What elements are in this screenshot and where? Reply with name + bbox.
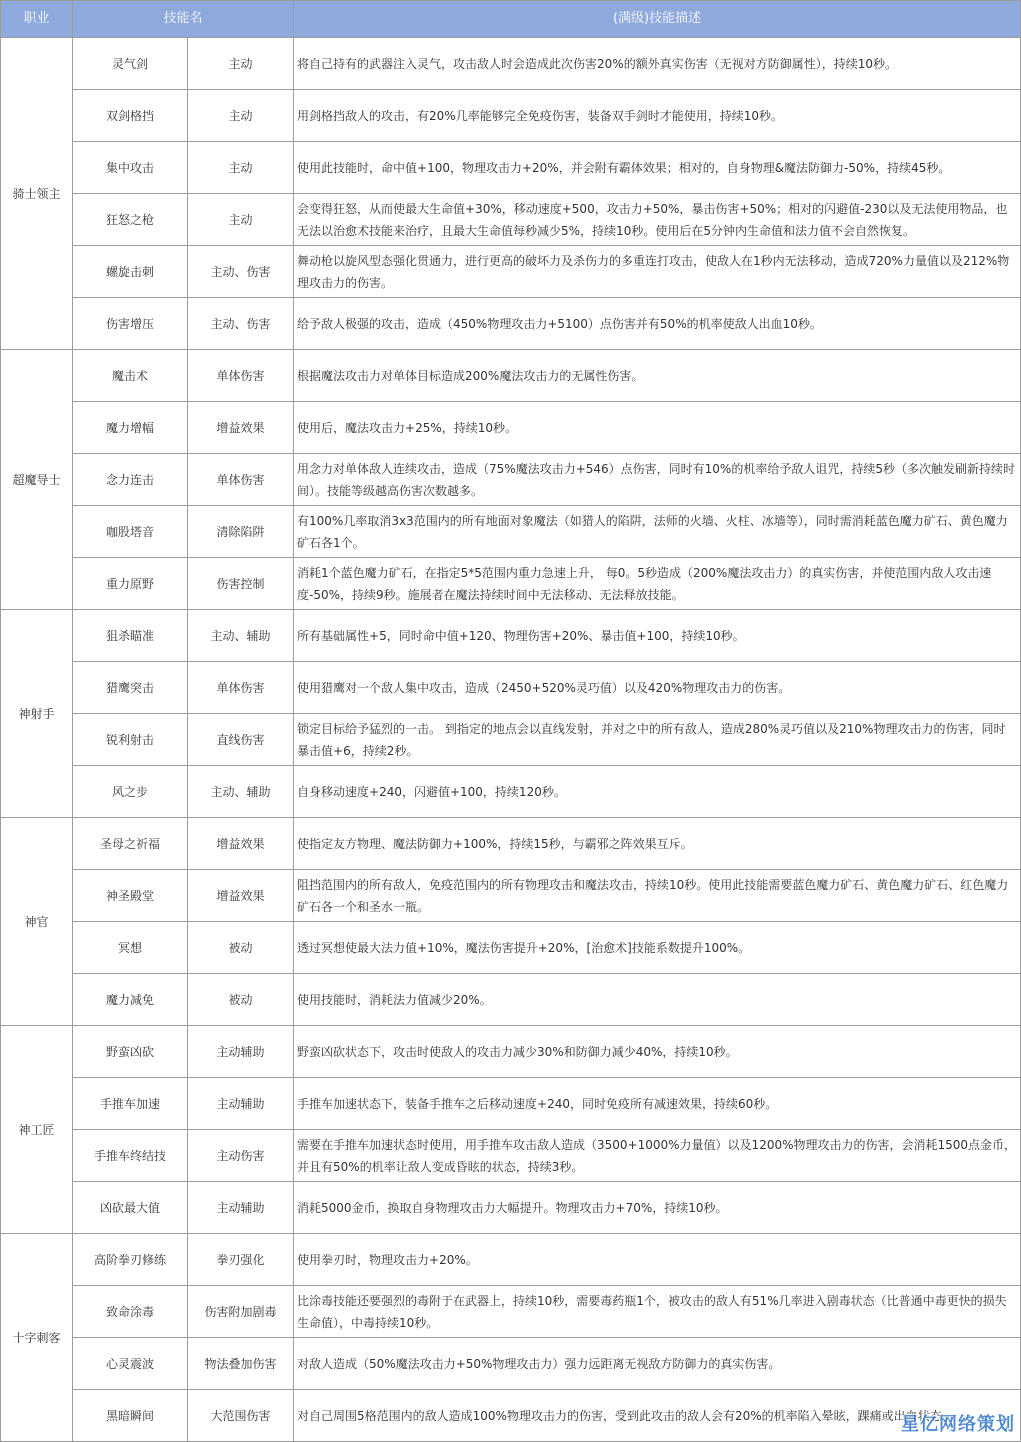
skill-desc-cell: 消耗1个蓝色魔力矿石，在指定5*5范围内重力急速上升， 每0。5秒造成（200%魔法攻击力）的真实伤害，并使范围内敌人攻击速度-50%，持续9秒。施展者在魔法持续时间中无法移动、无法释放技能。 <box>294 558 1021 610</box>
skill-type-cell: 主动 <box>188 194 294 246</box>
header-job: 职业 <box>1 1 73 38</box>
table-row <box>1 142 1021 194</box>
job-cell: 超魔导士 <box>1 350 73 610</box>
skill-name-cell: 手推车加速 <box>73 1078 188 1130</box>
table-row <box>1 194 1021 246</box>
skill-type-cell: 主动、伤害 <box>188 246 294 298</box>
skill-desc-cell: 自身移动速度+240，闪避值+100，持续120秒。 <box>294 766 1021 818</box>
skill-desc-cell: 使用技能时，消耗法力值减少20%。 <box>294 974 1021 1026</box>
skill-desc-cell: 会变得狂怒，从而使最大生命值+30%，移动速度+500，攻击力+50%，暴击伤害+50%；相对的闪避值-230以及无法使用物品，也无法以治愈术技能来治疗，且最大生命值每秒减少5%，持续10秒。使用后在5分钟内生命值和法力值不会自然恢复。 <box>294 194 1021 246</box>
skill-type-cell: 单体伤害 <box>188 454 294 506</box>
skill-desc-cell: 手推车加速状态下，装备手推车之后移动速度+240，同时免疫所有减速效果，持续60秒。 <box>294 1078 1021 1130</box>
table-row <box>1 1182 1021 1234</box>
skill-type-cell: 直线伤害 <box>188 714 294 766</box>
skill-name-cell: 魔力增幅 <box>73 402 188 454</box>
skill-name-cell: 狂怒之枪 <box>73 194 188 246</box>
skill-type-cell: 拳刃强化 <box>188 1234 294 1286</box>
table-row <box>1 1390 1021 1442</box>
table-row <box>1 1130 1021 1182</box>
skill-name-cell: 灵气剑 <box>73 38 188 90</box>
skill-name-cell: 高阶拳刃修练 <box>73 1234 188 1286</box>
skill-type-cell: 主动、辅助 <box>188 610 294 662</box>
table-row <box>1 298 1021 350</box>
skill-name-cell: 锐利射击 <box>73 714 188 766</box>
skill-name-cell: 野蛮凶砍 <box>73 1026 188 1078</box>
table-row <box>1 1026 1021 1078</box>
skill-type-cell: 增益效果 <box>188 402 294 454</box>
job-cell: 十字刺客 <box>1 1234 73 1442</box>
skill-type-cell: 主动、伤害 <box>188 298 294 350</box>
skill-name-cell: 神圣殿堂 <box>73 870 188 922</box>
skill-desc-cell: 比涂毒技能还要强烈的毒附于在武器上，持续10秒，需要毒药瓶1个，被攻击的敌人有51%几率进入剧毒状态（比普通中毒更快的损失生命值），中毒持续10秒。 <box>294 1286 1021 1338</box>
skill-desc-cell: 使用猎鹰对一个敌人集中攻击，造成（2450+520%灵巧值）以及420%物理攻击力的伤害。 <box>294 662 1021 714</box>
skill-type-cell: 被动 <box>188 922 294 974</box>
skill-type-cell: 主动 <box>188 90 294 142</box>
header-skill-name: 技能名 <box>73 1 294 38</box>
table-row <box>1 38 1021 90</box>
skill-type-cell: 增益效果 <box>188 818 294 870</box>
table-row <box>1 246 1021 298</box>
table-row <box>1 1338 1021 1390</box>
skill-name-cell: 风之步 <box>73 766 188 818</box>
job-cell: 神工匠 <box>1 1026 73 1234</box>
skill-name-cell: 螺旋击刺 <box>73 246 188 298</box>
header-row <box>1 1 1021 38</box>
job-cell: 骑士领主 <box>1 38 73 350</box>
skill-type-cell: 主动辅助 <box>188 1078 294 1130</box>
skill-desc-cell: 锁定目标给予猛烈的一击。 到指定的地点会以直线发射，并对之中的所有敌人，造成280%灵巧值以及210%物理攻击力的伤害，同时暴击值+6，持续2秒。 <box>294 714 1021 766</box>
skill-type-cell: 单体伤害 <box>188 350 294 402</box>
skill-desc-cell: 对敌人造成（50%魔法攻击力+50%物理攻击力）强力远距离无视敌方防御力的真实伤害。 <box>294 1338 1021 1390</box>
table-row <box>1 1078 1021 1130</box>
skill-desc-cell: 使用后，魔法攻击力+25%，持续10秒。 <box>294 402 1021 454</box>
skill-name-cell: 魔力减免 <box>73 974 188 1026</box>
skill-type-cell: 单体伤害 <box>188 662 294 714</box>
skill-desc-cell: 所有基础属性+5，同时命中值+120、物理伤害+20%、暴击值+100，持续10秒。 <box>294 610 1021 662</box>
skill-type-cell: 物法叠加伤害 <box>188 1338 294 1390</box>
skill-desc-cell: 阻挡范围内的所有敌人，免疫范围内的所有物理攻击和魔法攻击，持续10秒。使用此技能需要蓝色魔力矿石、黄色魔力矿石、红色魔力矿石各一个和圣水一瓶。 <box>294 870 1021 922</box>
skill-desc-cell: 需要在手推车加速状态时使用，用手推车攻击敌人造成（3500+1000%力量值）以及1200%物理攻击力的伤害，会消耗1500点金币，并且有50%的机率让敌人变成昏眩的状态，持续3秒。 <box>294 1130 1021 1182</box>
skill-type-cell: 主动 <box>188 142 294 194</box>
skill-name-cell: 集中攻击 <box>73 142 188 194</box>
table-row <box>1 1286 1021 1338</box>
watermark-text: 星亿网络策划 <box>901 1414 1015 1435</box>
skill-name-cell: 双剑格挡 <box>73 90 188 142</box>
skill-name-cell: 念力连击 <box>73 454 188 506</box>
skill-name-cell: 狙杀瞄准 <box>73 610 188 662</box>
skill-type-cell: 伤害附加剧毒 <box>188 1286 294 1338</box>
skill-name-cell: 咖股塔音 <box>73 506 188 558</box>
skill-type-cell: 主动辅助 <box>188 1026 294 1078</box>
skill-desc-cell: 消耗5000金币，换取自身物理攻击力大幅提升。物理攻击力+70%，持续10秒。 <box>294 1182 1021 1234</box>
skill-desc-cell: 使指定友方物理、魔法防御力+100%，持续15秒，与霸邪之阵效果互斥。 <box>294 818 1021 870</box>
skill-type-cell: 增益效果 <box>188 870 294 922</box>
table-row <box>1 662 1021 714</box>
table-row <box>1 402 1021 454</box>
table-row <box>1 454 1021 506</box>
skill-desc-cell: 舞动枪以旋风型态强化贯通力，进行更高的破坏力及杀伤力的多重连打攻击，使敌人在1秒内无法移动，造成720%力量值以及212%物理攻击力的伤害。 <box>294 246 1021 298</box>
table-row <box>1 766 1021 818</box>
job-cell: 神官 <box>1 818 73 1026</box>
skill-desc-cell: 用剑格挡敌人的攻击，有20%几率能够完全免疫伤害，装备双手剑时才能使用，持续10秒。 <box>294 90 1021 142</box>
skill-desc-cell: 有100%几率取消3x3范围内的所有地面对象魔法（如猎人的陷阱，法师的火墙、火柱、冰墙等），同时需消耗蓝色魔力矿石、黄色魔力矿石各1个。 <box>294 506 1021 558</box>
skill-type-cell: 被动 <box>188 974 294 1026</box>
skill-name-cell: 圣母之祈福 <box>73 818 188 870</box>
skill-desc-cell: 使用拳刃时，物理攻击力+20%。 <box>294 1234 1021 1286</box>
job-cell: 神射手 <box>1 610 73 818</box>
skill-desc-cell: 使用此技能时，命中值+100，物理攻击力+20%，并会附有霸体效果；相对的，自身物理&魔法防御力-50%，持续45秒。 <box>294 142 1021 194</box>
table-row <box>1 974 1021 1026</box>
table-row <box>1 558 1021 610</box>
skill-type-cell: 主动辅助 <box>188 1182 294 1234</box>
skill-name-cell: 伤害增压 <box>73 298 188 350</box>
skill-desc-cell: 对自己周围5格范围内的敌人造成100%物理攻击力的伤害，受到此攻击的敌人会有20%的机率陷入晕眩，踝痛或出血状态。 <box>294 1390 1021 1442</box>
skill-name-cell: 猎鹰突击 <box>73 662 188 714</box>
skill-desc-cell: 透过冥想使最大法力值+10%，魔法伤害提升+20%，[治愈术]技能系数提升100%。 <box>294 922 1021 974</box>
table-row <box>1 506 1021 558</box>
skill-name-cell: 黑暗瞬间 <box>73 1390 188 1442</box>
table-row <box>1 350 1021 402</box>
table-row <box>1 870 1021 922</box>
skill-type-cell: 主动 <box>188 38 294 90</box>
skill-name-cell: 冥想 <box>73 922 188 974</box>
table-body <box>1 38 1021 1442</box>
skill-type-cell: 主动伤害 <box>188 1130 294 1182</box>
skill-name-cell: 心灵震波 <box>73 1338 188 1390</box>
skill-name-cell: 魔击术 <box>73 350 188 402</box>
table-row <box>1 714 1021 766</box>
skill-desc-cell: 野蛮凶砍状态下，攻击时使敌人的攻击力减少30%和防御力减少40%，持续10秒。 <box>294 1026 1021 1078</box>
table-row <box>1 922 1021 974</box>
skill-desc-cell: 根据魔法攻击力对单体目标造成200%魔法攻击力的无属性伤害。 <box>294 350 1021 402</box>
skill-name-cell: 手推车终结技 <box>73 1130 188 1182</box>
header-skill-desc: (满级)技能描述 <box>294 1 1021 38</box>
table-row <box>1 1234 1021 1286</box>
skill-type-cell: 伤害控制 <box>188 558 294 610</box>
skill-name-cell: 重力原野 <box>73 558 188 610</box>
skill-desc-cell: 给予敌人极强的攻击，造成（450%物理攻击力+5100）点伤害并有50%的机率使敌人出血10秒。 <box>294 298 1021 350</box>
skill-desc-cell: 将自己持有的武器注入灵气，攻击敌人时会造成此次伤害20%的额外真实伤害（无视对方防御属性），持续10秒。 <box>294 38 1021 90</box>
skill-name-cell: 凶砍最大值 <box>73 1182 188 1234</box>
table-row <box>1 818 1021 870</box>
skill-name-cell: 致命涂毒 <box>73 1286 188 1338</box>
skill-type-cell: 大范围伤害 <box>188 1390 294 1442</box>
table-row <box>1 90 1021 142</box>
skill-type-cell: 清除陷阱 <box>188 506 294 558</box>
skill-desc-cell: 用念力对单体敌人连续攻击，造成（75%魔法攻击力+546）点伤害，同时有10%的机率给予敌人诅咒，持续5秒（多次触发刷新持续时间）。技能等级越高伤害次数越多。 <box>294 454 1021 506</box>
skill-type-cell: 主动、辅助 <box>188 766 294 818</box>
table-row <box>1 610 1021 662</box>
